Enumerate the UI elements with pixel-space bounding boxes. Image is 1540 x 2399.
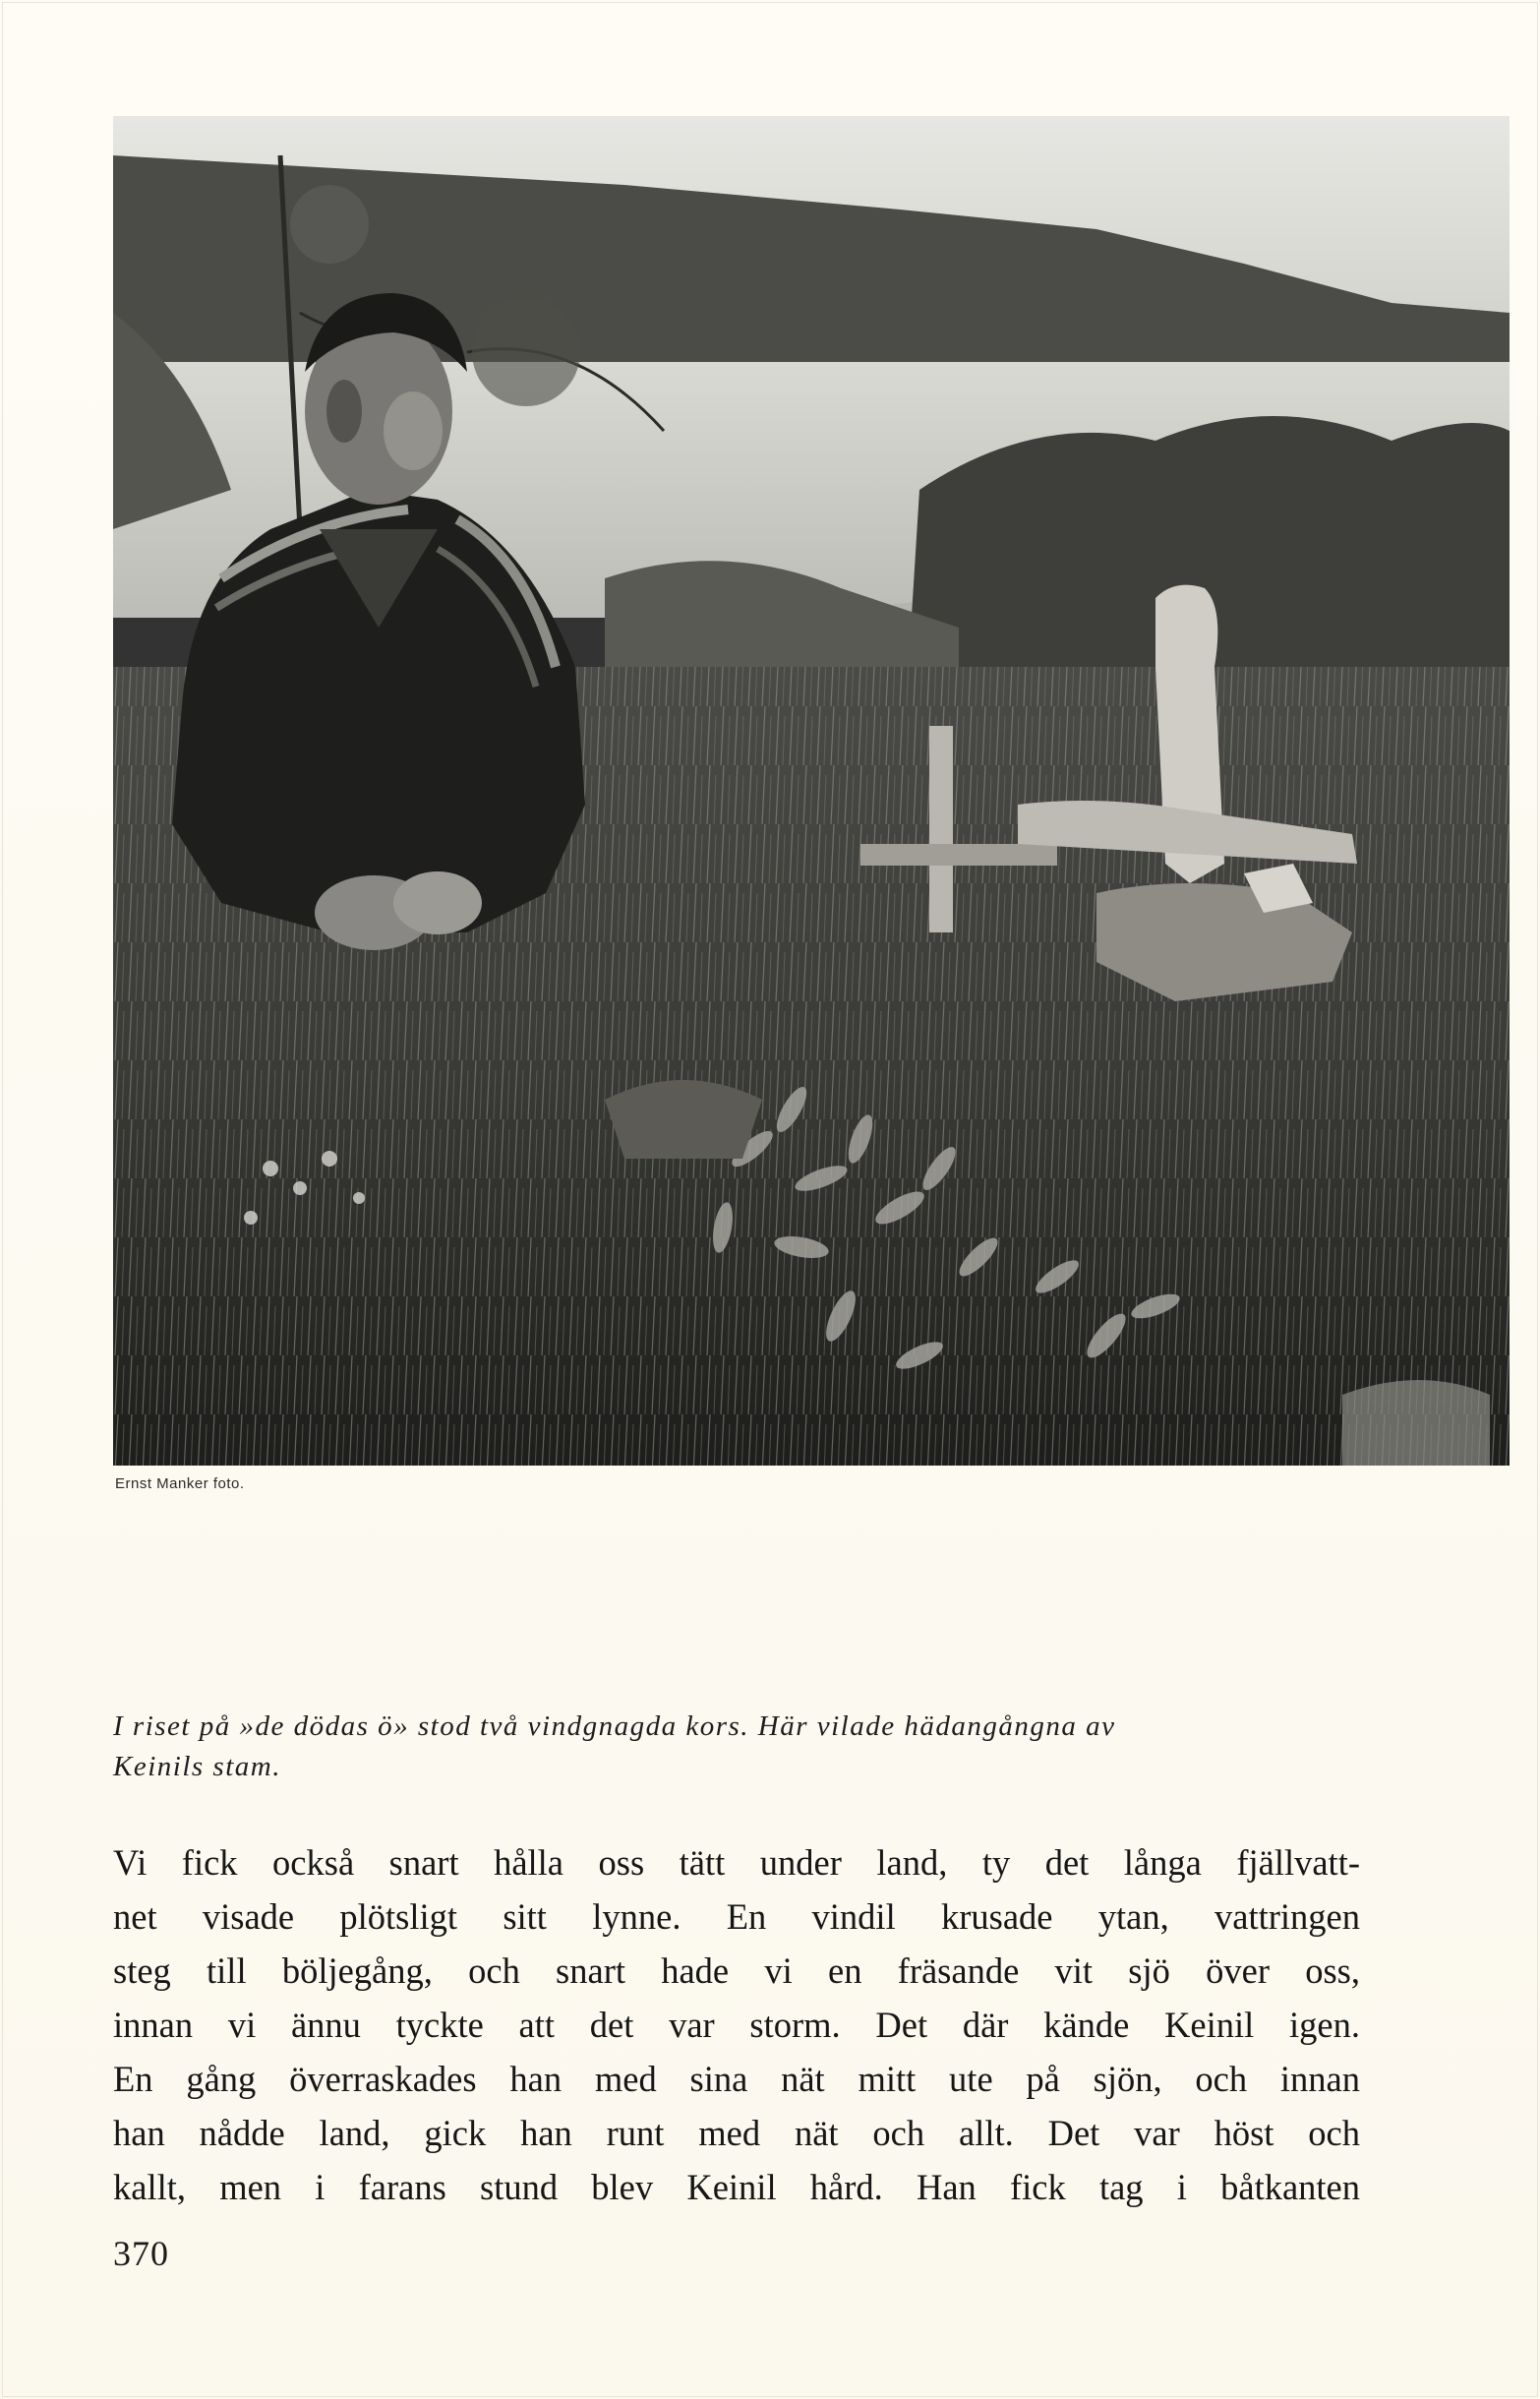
photo-landscape-icon	[113, 116, 1510, 1466]
caption-line: Keinils stam.	[113, 1751, 281, 1782]
body-line: steg till böljegång, och snart hade vi en fräsande vit sjö över oss,	[113, 1950, 1360, 1991]
photo-caption	[113, 1707, 1392, 1787]
body-line: innan vi ännu tyckte att det var storm. Det där kände Keinil igen.	[113, 2005, 1360, 2045]
body-text	[113, 1835, 1510, 2214]
page-number: 370	[113, 2234, 169, 2273]
photograph	[113, 116, 1510, 1466]
body-line: net visade plötsligt sitt lynne. En vindil krusade ytan, vattringen	[113, 1896, 1360, 1937]
photo-credit: Ernst Manker foto.	[115, 1475, 245, 1492]
body-line: Vi fick också snart hålla oss tätt under land, ty det långa fjällvatt-	[113, 1842, 1360, 1883]
body-line: kallt, men i farans stund blev Keinil hård. Han fick tag i båtkanten	[113, 2167, 1360, 2207]
body-line: En gång överraskades han med sina nät mitt ute på sjön, och innan	[113, 2059, 1360, 2099]
body-line: han nådde land, gick han runt med nät och allt. Det var höst och	[113, 2113, 1360, 2153]
caption-line: I riset på »de dödas ö» stod två vindgnagda kors. Här vilade hädangångna av	[113, 1710, 1116, 1742]
